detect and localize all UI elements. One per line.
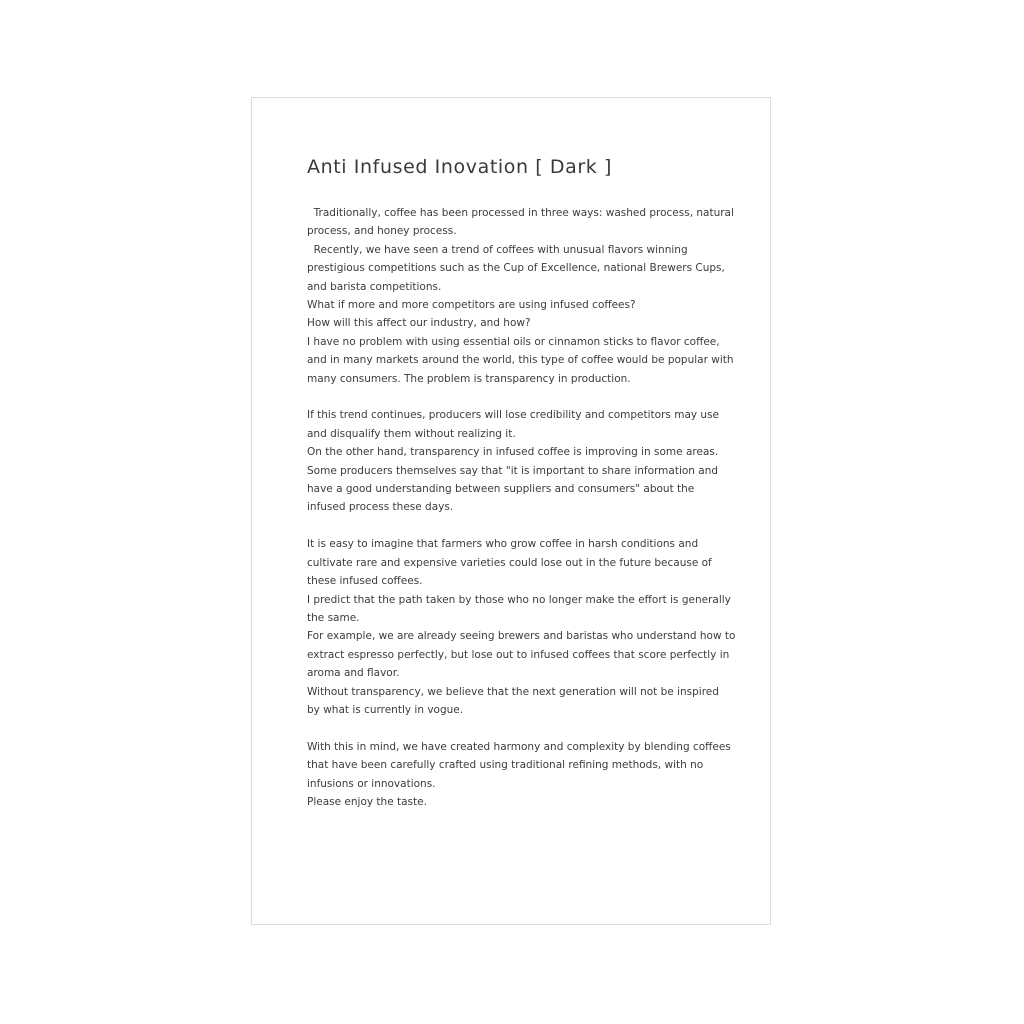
document-body	[307, 204, 747, 830]
text-line: Recently, we have seen a trend of coffees with unusual flavors winning	[307, 243, 688, 256]
text-line: Traditionally, coffee has been processed in three ways: washed process, natural	[307, 207, 734, 219]
text-line: the same.	[307, 611, 360, 624]
text-line: Without transparency, we believe that the next generation will not be inspired	[307, 685, 719, 698]
text-line: What if more and more competitors are using infused coffees?	[307, 299, 636, 312]
text-line: process, and honey process.	[307, 225, 457, 238]
text-line: I predict that the path taken by those who no longer make the effort is generally	[307, 593, 731, 606]
text-line: On the other hand, transparency in infused coffee is improving in some areas.	[307, 446, 719, 459]
text-line: I have no problem with using essential oils or cinnamon sticks to flavor coffee,	[307, 335, 720, 348]
text-line: by what is currently in vogue.	[307, 703, 464, 716]
text-line: For example, we are already seeing brewers and baristas who understand how to	[307, 630, 736, 643]
paragraph-1	[307, 204, 747, 388]
text-line: these infused coffees.	[307, 575, 423, 588]
text-line: It is easy to imagine that farmers who grow coffee in harsh conditions and	[307, 538, 699, 551]
text-line: many consumers. The problem is transparency in production.	[307, 372, 631, 385]
text-line: Some producers themselves say that "it is important to share information and	[307, 464, 719, 477]
text-line: How will this affect our industry, and how?	[307, 317, 531, 330]
text-line: Please enjoy the taste.	[307, 795, 427, 808]
text-line: cultivate rare and expensive varieties could lose out in the future because of	[307, 556, 712, 569]
text-line: aroma and flavor.	[307, 667, 400, 680]
text-line: that have been carefully crafted using traditional refining methods, with no	[307, 759, 704, 772]
paragraph-3	[307, 535, 747, 719]
paragraph-4	[307, 738, 747, 812]
text-line: and barista competitions.	[307, 280, 442, 293]
text-line: infused process these days.	[307, 501, 454, 514]
text-line: have a good understanding between suppliers and consumers" about the	[307, 483, 695, 496]
text-line: If this trend continues, producers will lose credibility and competitors may use	[307, 409, 720, 422]
text-line: With this in mind, we have created harmony and complexity by blending coffees	[307, 740, 731, 753]
paragraph-2	[307, 406, 747, 516]
text-line: and in many markets around the world, this type of coffee would be popular with	[307, 354, 734, 367]
text-line: prestigious competitions such as the Cup of Excellence, national Brewers Cups,	[307, 262, 725, 275]
document-card	[251, 97, 771, 925]
text-line: infusions or innovations.	[307, 777, 436, 790]
text-line: extract espresso perfectly, but lose out to infused coffees that score perfectly in	[307, 648, 730, 661]
text-line: and disqualify them without realizing it.	[307, 427, 516, 440]
document-title: Anti Infused Inovation [ Dark ]	[307, 156, 613, 178]
